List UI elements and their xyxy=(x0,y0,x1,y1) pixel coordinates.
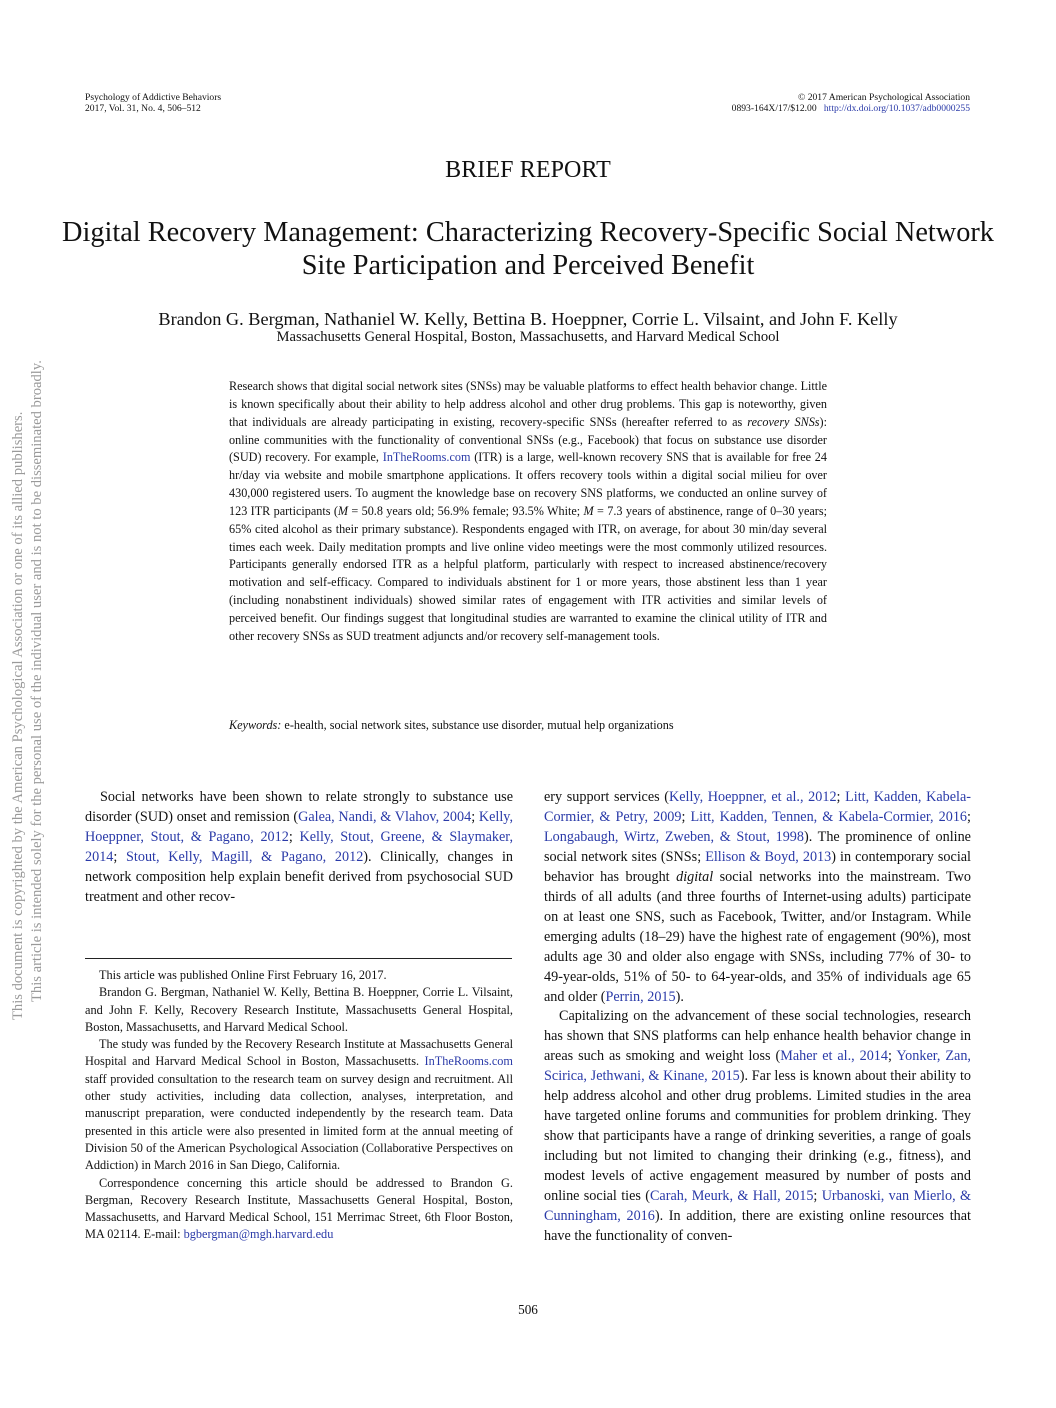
body-paragraph: Social networks have been shown to relate strongly to substance use disorder (SUD) onset and remission (Galea, Nandi, & Vlahov, 2004; Kelly, Hoeppner, Stout, & Pagano, 2012; Kelly, Stout, Greene, & Slaymaker, 2014; Stout, Kelly, Magill, & Pagano, 2012). Clinically, changes in network composition help explain benefit derived from psychosocial SUD treatment and other recov- xyxy=(85,789,514,905)
footnotes xyxy=(85,967,513,1244)
intherooms-link[interactable]: InTheRooms.com xyxy=(382,450,471,465)
body-paragraph: Capitalizing on the advancement of these social technologies, research has shown that SNS platforms can help enhance health behavior change in areas such as smoking and weight loss (Maher et al., 2014; Yonker, Zan, Scirica, Jethwani, & Kinane, 2015). Far less is known about their ability to help address alcohol and other drug problems. Limited studies in the area have targeted online forums and communities for problem drinking. They show that participants have a range of drinking severities, a range of goals including but not limited to changing their drinking (e.g., fitness), and modest levels of active engagement measured by number of posts and online social ties (Carah, Meurk, & Hall, 2015; Urbanoski, van Mierlo, & Cunningham, 2016). In addition, there are existing online resources that have the functionality of conven- xyxy=(544,1008,972,1244)
footnote-funding: The study was funded by the Recovery Research Institute at Massachusetts General Hospital and Harvard Medical School in Boston, Massachusetts. InTheRooms.com staff provided consultation to the research team on survey design and recruitment. All other study activities, including data collection, analyses, interpretation, and manuscript preparation, were conducted independently by the research team. Data presented in this article were also presented in limited form at the annual meeting of Division 50 of the American Psychological Association (Collaborative Perspectives on Addiction) in March 2016 in San Diego, California. xyxy=(85,1037,513,1173)
watermark-line-1: This document is copyrighted by the American Psychological Association or one of its allied publishers. xyxy=(10,411,26,1020)
volume-info: 2017, Vol. 31, No. 4, 506–512 xyxy=(85,103,201,114)
body-paragraph: ery support services (Kelly, Hoeppner, et al., 2012; Litt, Kadden, Kabela-Cormier, & Petry, 2009; Litt, Kadden, Tennen, & Kabela-Cormier, 2016; Longabaugh, Wirtz, Zweben, & Stout, 1998). The prominence of online social network sites (SNSs; Ellison & Boyd, 2013) in contemporary social behavior has brought digital social networks into the mainstream. Two thirds of all adults (and three fourths of Internet-using adults) participate on at least one SNS, such as Facebook, Twitter, and/or Instagram. While emerging adults (18–29) have the highest rate of engagement (90%), most adults age 30 and older also engage with SNSs, including 77% of 30- to 49-year-olds, 51% of 50- to 64-year-olds, and 35% of individuals age 65 and older (Perrin, 2015). xyxy=(544,789,972,1005)
footnote-divider xyxy=(85,958,512,959)
issn-doi-line xyxy=(732,103,970,114)
article-title: Digital Recovery Management: Characterizing Recovery-Specific Social Network Site Participation and Perceived Benefit xyxy=(62,217,994,281)
journal-header xyxy=(85,92,221,114)
author-list: Brandon G. Bergman, Nathaniel W. Kelly, Bettina B. Hoeppner, Corrie L. Vilsaint, and John F. Kelly xyxy=(158,309,898,329)
citation-link[interactable]: Yonker, Zan, Scirica, Jethwani, & Kinane, 2015 xyxy=(544,1048,971,1085)
footnote-correspondence: Correspondence concerning this article should be addressed to Brandon G. Bergman, Recovery Research Institute, Massachusetts General Hospital, Boston, Massachusetts, and Harvard Medical School, 151 Merrimac Street, 6th Floor Boston, MA 02114. E-mail: bgbergman@mgh.harvard.edu xyxy=(85,1175,513,1242)
citation-link[interactable]: Litt, Kadden, Tennen, & Kabela-Cormier, 2016 xyxy=(690,808,968,825)
citation-link[interactable]: Galea, Nandi, & Vlahov, 2004 xyxy=(298,808,472,825)
copyright-notice: © 2017 American Psychological Association xyxy=(798,92,970,103)
doi-link[interactable]: http://dx.doi.org/10.1037/adb0000255 xyxy=(823,103,970,114)
citation-link[interactable]: Stout, Kelly, Magill, & Pagano, 2012 xyxy=(126,848,364,865)
issn-price: 0893-164X/17/$12.00 xyxy=(731,103,817,114)
citation-link[interactable]: Ellison & Boyd, 2013 xyxy=(705,848,832,865)
keywords-label: Keywords: xyxy=(229,718,282,732)
citation-link[interactable]: Kelly, Hoeppner, et al., 2012 xyxy=(669,789,837,805)
citation-link[interactable]: Kelly, Stout, Greene, & Slaymaker, 2014 xyxy=(85,828,513,865)
body-column-left xyxy=(85,788,513,908)
page-number: 506 xyxy=(518,1302,538,1317)
abstract xyxy=(229,378,827,646)
citation-link[interactable]: Urbanoski, van Mierlo, & Cunningham, 2016 xyxy=(544,1188,971,1225)
journal-name: Psychology of Addictive Behaviors xyxy=(85,92,222,103)
publisher-header xyxy=(732,92,970,114)
citation-link[interactable]: Maher et al., 2014 xyxy=(780,1048,888,1065)
footnote-affiliations: Brandon G. Bergman, Nathaniel W. Kelly, Bettina B. Hoeppner, Corrie L. Vilsaint, and John F. Kelly, Recovery Research Institute, Massachusetts General Hospital, Boston, Massachusetts, and Harvard Medical School. xyxy=(85,985,513,1034)
recovery-sns-term: recovery SNSs xyxy=(747,414,820,429)
watermark-line-2: This article is intended solely for the personal use of the individual user and is not to be disseminated broadly. xyxy=(29,360,45,1002)
keywords xyxy=(229,717,827,734)
author-affiliation: Massachusetts General Hospital, Boston, Massachusetts, and Harvard Medical School xyxy=(276,329,780,345)
email-link[interactable]: bgbergman@mgh.harvard.edu xyxy=(183,1227,334,1242)
body-column-right xyxy=(544,788,971,1247)
intherooms-link[interactable]: InTheRooms.com xyxy=(424,1054,513,1069)
citation-link[interactable]: Litt, Kadden, Kabela-Cormier, & Petry, 2009 xyxy=(544,789,971,825)
citation-link[interactable]: Kelly, Hoeppner, Stout, & Pagano, 2012 xyxy=(85,808,514,845)
keywords-text: e-health, social network sites, substance use disorder, mutual help organizations xyxy=(281,718,674,732)
footnote-publication: This article was published Online First February 16, 2017. xyxy=(99,968,387,982)
citation-link[interactable]: Perrin, 2015 xyxy=(605,988,676,1005)
citation-link[interactable]: Carah, Meurk, & Hall, 2015 xyxy=(649,1188,814,1205)
copyright-watermark xyxy=(0,0,60,1408)
section-label: BRIEF REPORT xyxy=(445,157,611,183)
abstract-text: Research shows that digital social network sites (SNSs) may be valuable platforms to effect health behavior change. Little is known specifically about their ability to help address alcohol and other drug problems. This gap is noteworthy, given that individuals are already participating in existing, recovery-specific SNSs (hereafter referred to as recovery SNSs): online communities with the functionality of conventional SNSs (e.g., Facebook) that focus on substance use disorder (SUD) recovery. For example, InTheRooms.com (ITR) is a large, well-known recovery SNS that is available for free 24 hr/day via website and mobile smartphone applications. It offers recovery tools within a digital social milieu for over 430,000 registered users. To augment the knowledge base on recovery SNS platforms, we conducted an online survey of 123 ITR participants (M = 50.8 years old; 56.9% female; 93.5% White; M = 7.3 years of abstinence, range of 0–30 years; 65% cited alcohol as their primary substance). Respondents engaged with ITR, on average, for about 30 min/day several times each week. Daily meditation prompts and live online video meetings were the most commonly utilized resources. Participants generally endorsed ITR as a helpful platform, particularly with respect to increased abstinence/recovery motivation and self-efficacy. Compared to individuals abstinent for 1 or more years, those abstinent less than 1 year (including nonabstinent individuals) showed similar rates of engagement with ITR activities and similar levels of perceived benefit. Our findings suggest that longitudinal studies are warranted to examine the clinical utility of ITR and other recovery SNSs as SUD treatment adjuncts and/or recovery self-management tools. xyxy=(229,379,827,643)
citation-link[interactable]: Longabaugh, Wirtz, Zweben, & Stout, 1998 xyxy=(544,828,804,845)
